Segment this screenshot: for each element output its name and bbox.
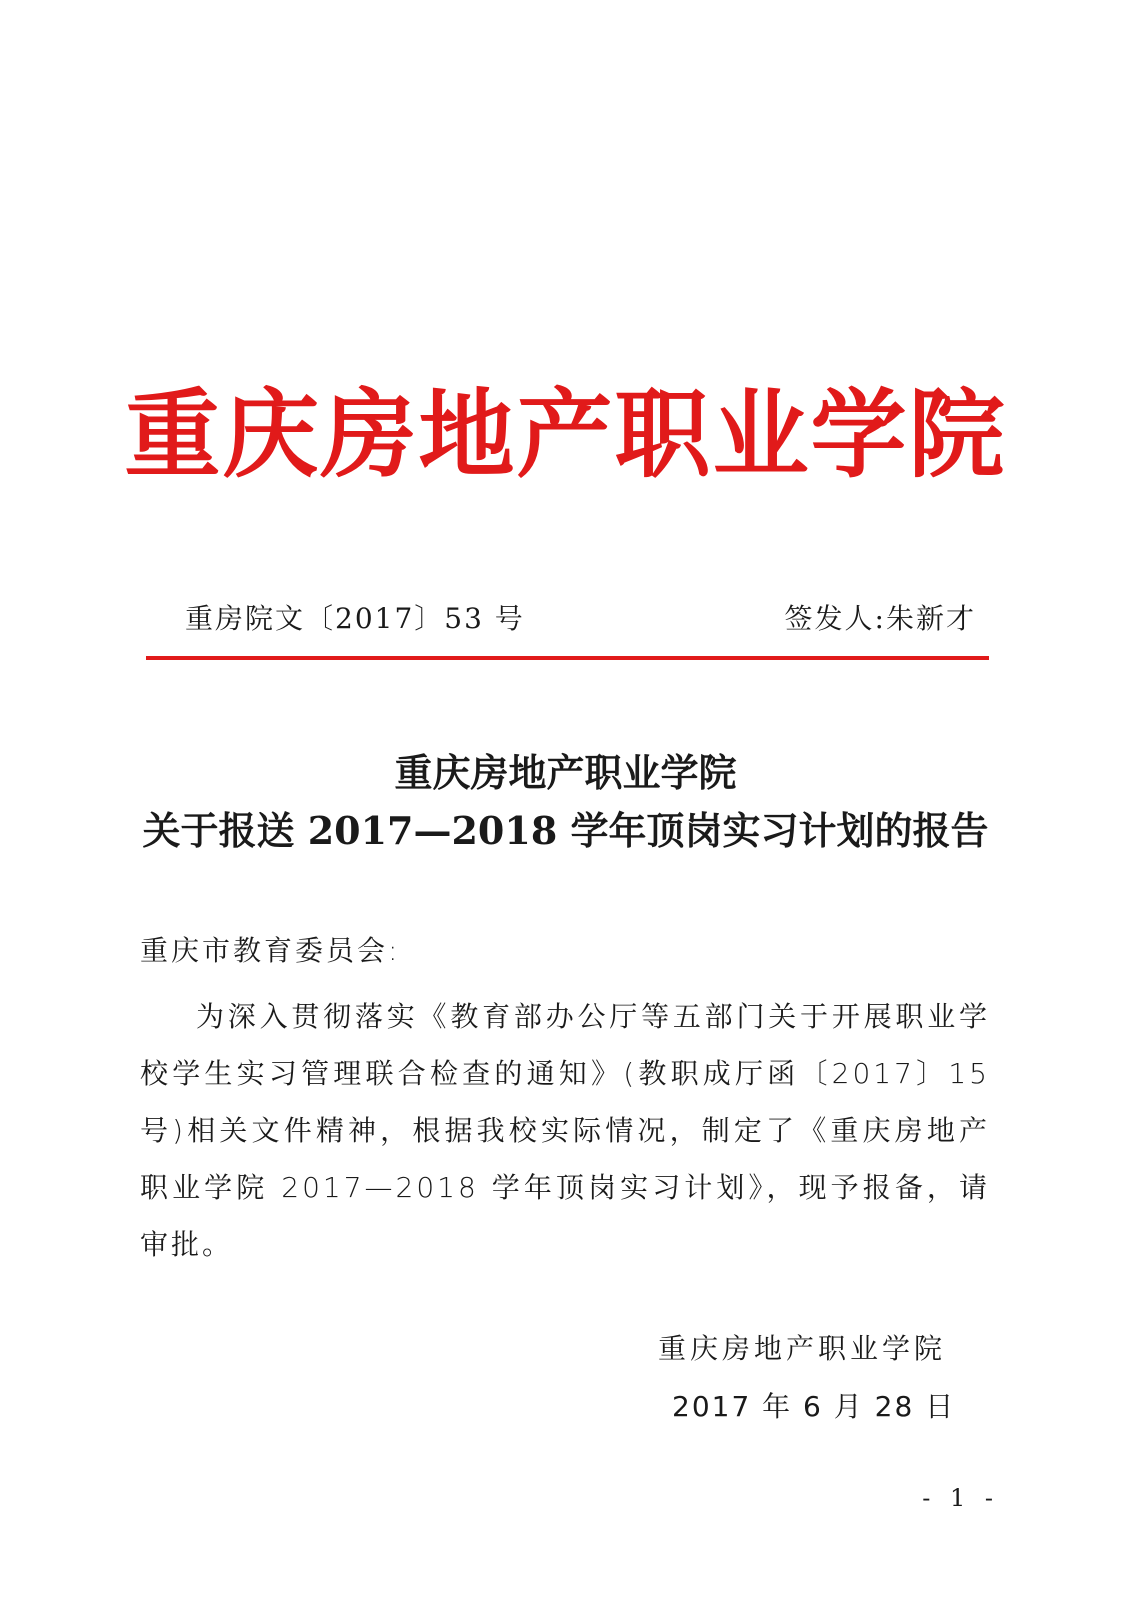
body-paragraph: 为深入贯彻落实《教育部办公厅等五部门关于开展职业学校学生实习管理联合检查的通知》(教职成厅函〔2017〕15 号)相关文件精神，根据我校实际情况，制定了《重庆房地产职业学院 2017—2018 学年顶岗实习计划》，现予报备，请审批。 xyxy=(140,1000,990,1261)
signature-organization: 重庆房地产职业学院 xyxy=(658,1332,947,1365)
issuer-label: 签发人: xyxy=(784,602,886,635)
report-title-line-2: 关于报送 2017—2018 学年顶岗实习计划的报告 xyxy=(142,808,989,853)
page-number: - 1 - xyxy=(922,1484,999,1512)
masthead-title: 重庆房地产职业学院 xyxy=(124,378,1007,491)
salutation: 重庆市教育委员会: xyxy=(140,934,401,967)
signature-date: 2017 年 6 月 28 日 xyxy=(672,1390,956,1423)
report-title-line-1: 重庆房地产职业学院 xyxy=(394,750,737,795)
document-number: 重房院文〔2017〕53 号 xyxy=(185,602,525,635)
issuer-name: 朱新才 xyxy=(885,602,976,635)
red-divider xyxy=(146,656,989,660)
issuer xyxy=(785,601,976,637)
